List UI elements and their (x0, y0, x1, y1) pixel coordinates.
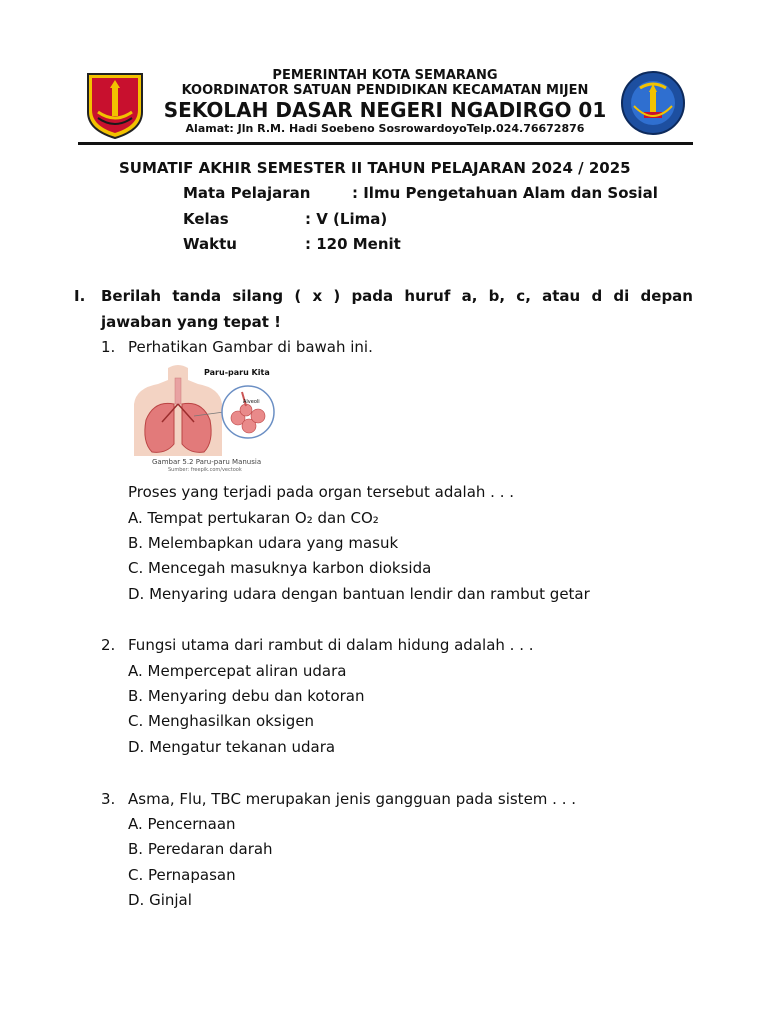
question-2-option-c: C. Menghasilkan oksigen (128, 712, 315, 730)
instruction-line-2: jawaban yang tepat ! (101, 313, 281, 331)
question-1-stem: Proses yang terjadi pada organ tersebut adalah . . . (128, 483, 515, 501)
lungs-figure (132, 364, 282, 476)
question-2-number: 2. (101, 636, 116, 654)
time-value: : 120 Menit (305, 235, 401, 253)
school-emblem (620, 70, 686, 136)
time-label: Waktu (183, 235, 237, 253)
alveoli-label: Alveoli (243, 399, 260, 405)
exam-title: SUMATIF AKHIR SEMESTER II TAHUN PELAJARAN 2024 / 2025 (119, 159, 631, 177)
section-number: I. (74, 287, 86, 305)
letterhead-divider (78, 142, 693, 145)
instruction-line-1: Berilah tanda silang ( x ) pada huruf a, b, c, atau d di depan (101, 287, 693, 305)
question-1-option-c: C. Mencegah masuknya karbon dioksida (128, 559, 432, 577)
question-2-option-a: A. Mempercepat aliran udara (128, 662, 347, 680)
figure-caption: Gambar 5.2 Paru-paru Manusia (152, 458, 262, 466)
class-value: : V (Lima) (305, 210, 388, 228)
question-3-option-a: A. Pencernaan (128, 815, 236, 833)
school-name: SEKOLAH DASAR NEGERI NGADIRGO 01 (163, 98, 607, 122)
question-2-option-d: D. Mengatur tekanan udara (128, 738, 336, 756)
question-3-number: 3. (101, 790, 116, 808)
question-3-option-b: B. Peredaran darah (128, 840, 273, 858)
question-2-option-b: B. Menyaring debu dan kotoran (128, 687, 365, 705)
figure-title: Paru-paru Kita (204, 368, 270, 377)
subject-label: Mata Pelajaran (183, 184, 311, 202)
question-2-stem: Fungsi utama dari rambut di dalam hidung adalah . . . (128, 636, 534, 654)
question-1-option-b: B. Melembapkan udara yang masuk (128, 534, 399, 552)
government-line: PEMERINTAH KOTA SEMARANG (272, 68, 498, 83)
question-1-option-a: A. Tempat pertukaran O₂ dan CO₂ (128, 509, 379, 527)
question-1-option-d: D. Menyaring udara dengan bantuan lendir dan rambut getar (128, 585, 590, 603)
school-address: Alamat: Jln R.M. Hadi Soebeno SosrowardoyoTelp.024.76672876 (185, 122, 585, 135)
semarang-city-logo (86, 72, 144, 140)
question-3-option-d: D. Ginjal (128, 891, 192, 909)
subject-value: : Ilmu Pengetahuan Alam dan Sosial (352, 184, 658, 202)
question-1-number: 1. (101, 338, 116, 356)
question-3-stem: Asma, Flu, TBC merupakan jenis gangguan pada sistem . . . (128, 790, 577, 808)
question-1-prompt: Perhatikan Gambar di bawah ini. (128, 338, 373, 356)
class-label: Kelas (183, 210, 229, 228)
coordinator-line: KOORDINATOR SATUAN PENDIDIKAN KECAMATAN MIJEN (181, 83, 589, 98)
figure-source: Sumber: freepik.com/vectook (168, 467, 242, 473)
question-3-option-c: C. Pernapasan (128, 866, 236, 884)
